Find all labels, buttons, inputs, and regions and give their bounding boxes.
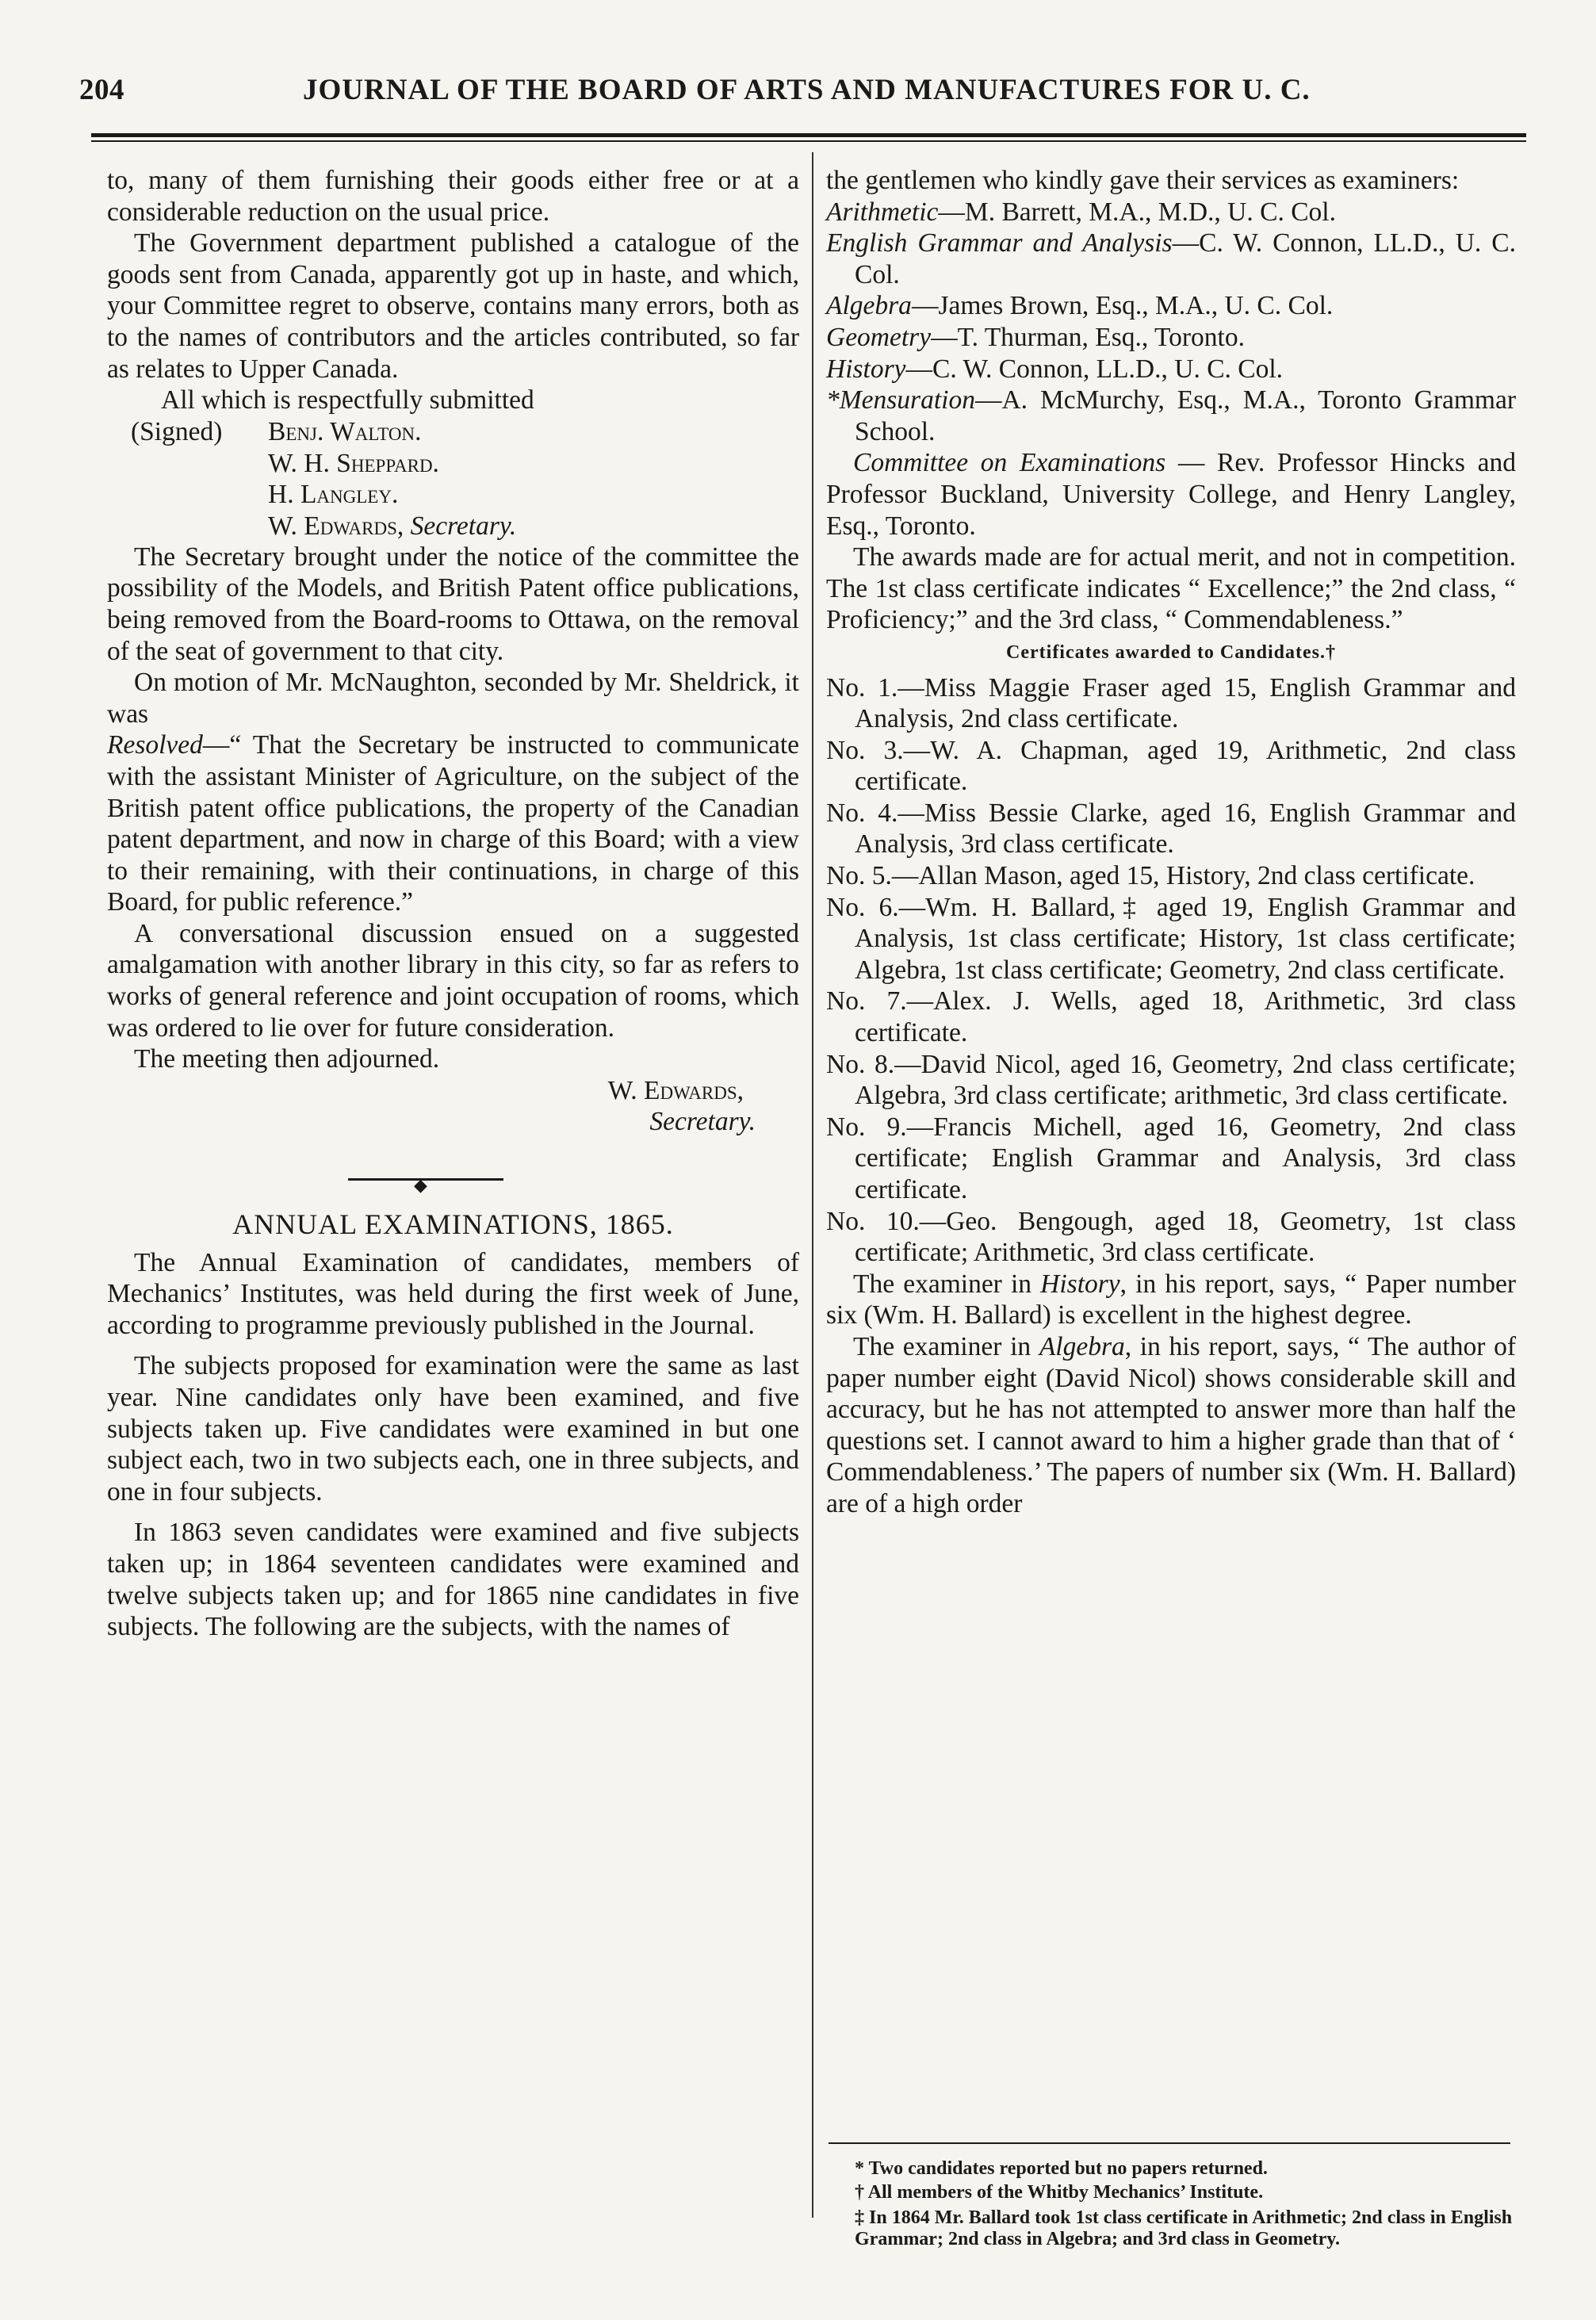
- report-subject: History: [1040, 1269, 1120, 1299]
- signature-block: [107, 416, 799, 542]
- examiner-subject: English Grammar and Analysis: [826, 228, 1173, 258]
- signatory: Benj. Walton.: [268, 416, 422, 446]
- signatory: W. H. Sheppard.: [268, 448, 439, 478]
- paragraph: The subjects proposed for examination were the same as last year. Nine candidates only have been examined, and five subjects taken up. Five candidates were examined in but one subject each, two in two subjects each, one in three subjects, and one in four subjects.: [107, 1351, 799, 1506]
- examiner-entry: [826, 290, 1516, 322]
- resolution: [107, 729, 799, 918]
- algebra-report: [826, 1331, 1516, 1520]
- footnote-rule: [829, 2142, 1510, 2144]
- section-ornament: [107, 1168, 799, 1196]
- page-number: 204: [79, 74, 124, 106]
- signed-label: (Signed): [131, 416, 223, 446]
- certificate-entry: No. 3.—W. A. Chapman, aged 19, Arithmetic, 2nd class certificate.: [826, 735, 1516, 797]
- paragraph: The Government department published a catalogue of the goods sent from Canada, apparently got up in haste, and which, your Committee regret to observe, contains many errors, both as to the names of contributors and the articles contributed, so far as relates to Upper Canada.: [107, 228, 799, 384]
- examiner-entry: [826, 385, 1516, 447]
- column-divider: [812, 152, 813, 2218]
- committee-text: — Rev. Professor Hincks and Professor Buckland, University College, and Henry Langley, Esq., Toronto.: [826, 448, 1516, 541]
- paragraph: the gentlemen who kindly gave their services as examiners:: [826, 166, 1460, 195]
- left-column: [107, 165, 799, 1643]
- examiner-name: —C. W. Connon, LL.D., U. C. Col.: [855, 228, 1516, 289]
- examiner-name: —C. W. Connon, LL.D., U. C. Col.: [905, 354, 1284, 384]
- right-column: [826, 165, 1516, 1520]
- examiner-name: —T. Thurman, Esq., Toronto.: [931, 322, 1245, 352]
- submitted-line: All which is respectfully submitted: [161, 385, 534, 415]
- report-text: The examiner in: [853, 1269, 1041, 1299]
- paragraph: The awards made are for actual merit, and not in competition. The 1st class certificate indicates “ Excellence;” the 2nd class, “ Proficiency;” and the 3rd class, “ Commendableness.”: [826, 542, 1516, 635]
- committee-label: Committee on Examinations: [853, 448, 1166, 478]
- examiner-name: —A. McMurchy, Esq., M.A., Toronto Grammar School.: [855, 385, 1516, 446]
- report-subject: Algebra: [1039, 1331, 1125, 1361]
- signatory: H. Langley.: [268, 479, 399, 509]
- journal-title: JOURNAL OF THE BOARD OF ARTS AND MANUFACTURES FOR U. C.: [303, 74, 1311, 106]
- certificate-entry: No. 5.—Allan Mason, aged 15, History, 2nd class certificate.: [826, 861, 1475, 891]
- closing-signature-name: W. Edwards,: [607, 1075, 744, 1105]
- examiner-subject: Arithmetic: [826, 197, 939, 227]
- signatory: [268, 511, 516, 542]
- examiner-subject: Algebra: [826, 291, 912, 321]
- examiner-entry: [826, 322, 1516, 354]
- certificate-entry: No. 9.—Francis Michell, aged 16, Geometry, 2nd class certificate; English Grammar and Analysis, 3rd class certificate.: [826, 1112, 1516, 1204]
- examiner-entry: [826, 197, 1516, 228]
- examiner-name: —M. Barrett, M.A., M.D., U. C. Col.: [938, 197, 1336, 227]
- certificates-heading: Certificates awarded to Candidates.†: [1006, 641, 1336, 663]
- resolved-text: —“ That the Secretary be instructed to communicate with the assistant Minister of Agriculture, on the subject of the British patent office publications, the property of the Canadian patent department, and now in charge of this Board; with a view to their remaining, with their continuations, in charge of this Board, for public reference.”: [107, 730, 799, 917]
- footnote: * Two candidates reported but no papers returned.: [855, 2158, 1268, 2179]
- paragraph: The Annual Examination of candidates, members of Mechanics’ Institutes, was held during the first week of June, according to programme previously published in the Journal.: [107, 1247, 799, 1340]
- certificate-entry: No. 7.—Alex. J. Wells, aged 18, Arithmetic, 3rd class certificate.: [826, 986, 1516, 1048]
- examiner-subject: History: [826, 354, 906, 384]
- ornament-diamond-icon: ◆: [414, 1175, 427, 1196]
- section-title: ANNUAL EXAMINATIONS, 1865.: [232, 1208, 674, 1241]
- paragraph: The meeting then adjourned.: [134, 1044, 440, 1074]
- examiner-entry: [826, 354, 1516, 385]
- certificate-entry: No. 8.—David Nicol, aged 16, Geometry, 2nd class certificate; Algebra, 3rd class certificate; arithmetic, 3rd class certificate.: [826, 1049, 1516, 1111]
- resolved-label: Resolved: [107, 730, 203, 760]
- signatory-name: W. Edwards,: [268, 511, 404, 541]
- header-rule-bottom: [91, 140, 1526, 142]
- certificate-entry: No. 1.—Miss Maggie Fraser aged 15, English Grammar and Analysis, 2nd class certificate.: [826, 672, 1516, 734]
- paragraph: A conversational discussion ensued on a suggested amalgamation with another library in this city, so far as refers to works of general reference and joint occupation of rooms, which was ordered to lie over for future consideration.: [107, 918, 799, 1043]
- closing-signature-title: Secretary.: [649, 1107, 756, 1137]
- paragraph: to, many of them furnishing their goods either free or at a considerable reduction on the usual price.: [107, 166, 799, 227]
- report-text: The examiner in: [853, 1331, 1039, 1361]
- footnote: † All members of the Whitby Mechanics’ Institute.: [855, 2182, 1264, 2203]
- signatory-title: Secretary.: [410, 511, 517, 541]
- certificate-entry: No. 10.—Geo. Bengough, aged 18, Geometry, 1st class certificate; Arithmetic, 3rd class certificate.: [826, 1206, 1516, 1268]
- footnote: ‡ In 1864 Mr. Ballard took 1st class certificate in Arithmetic; 2nd class in English Grammar; 2nd class in Algebra; and 3rd class in Geometry.: [855, 2207, 1513, 2249]
- certificate-entry: No. 6.—Wm. H. Ballard,‡ aged 19, English Grammar and Analysis, 1st class certificate; History, 1st class certificate; Algebra, 1st class certificate; Geometry, 2nd class certificate.: [826, 892, 1516, 985]
- examiner-subject: Geometry: [826, 322, 932, 352]
- report-text: , in his report, says, “ The author of paper number eight (David Nicol) shows considerable skill and accuracy, but he has not attempted to answer more than half the questions set. I cannot award to him a higher grade than that of ‘ Commendableness.’ The papers of number six (Wm. H. Ballard) are of a high order: [826, 1331, 1516, 1518]
- paragraph: On motion of Mr. McNaughton, seconded by Mr. Sheldrick, it was: [107, 668, 799, 729]
- history-report: [826, 1269, 1516, 1331]
- report-text: , in his report, says, “ Paper number six (Wm. H. Ballard) is excellent in the highest degree.: [826, 1269, 1516, 1330]
- certificate-entry: No. 4.—Miss Bessie Clarke, aged 16, English Grammar and Analysis, 3rd class certificate.: [826, 798, 1516, 859]
- header-rule-top: [91, 133, 1526, 137]
- examiner-name: —James Brown, Esq., M.A., U. C. Col.: [911, 291, 1334, 321]
- paragraph: The Secretary brought under the notice of the committee the possibility of the Models, and British Patent office publications, being removed from the Board-rooms to Ottawa, on the removal of the seat of government to that city.: [107, 542, 799, 666]
- examiner-subject: *Mensuration: [826, 385, 975, 415]
- committee-entry: [826, 447, 1516, 542]
- examiner-entry: [826, 228, 1516, 290]
- paragraph: In 1863 seven candidates were examined and five subjects taken up; in 1864 seventeen candidates were examined and twelve subjects taken up; and for 1865 nine candidates in five subjects. The following are the subjects, with the names of: [107, 1518, 799, 1642]
